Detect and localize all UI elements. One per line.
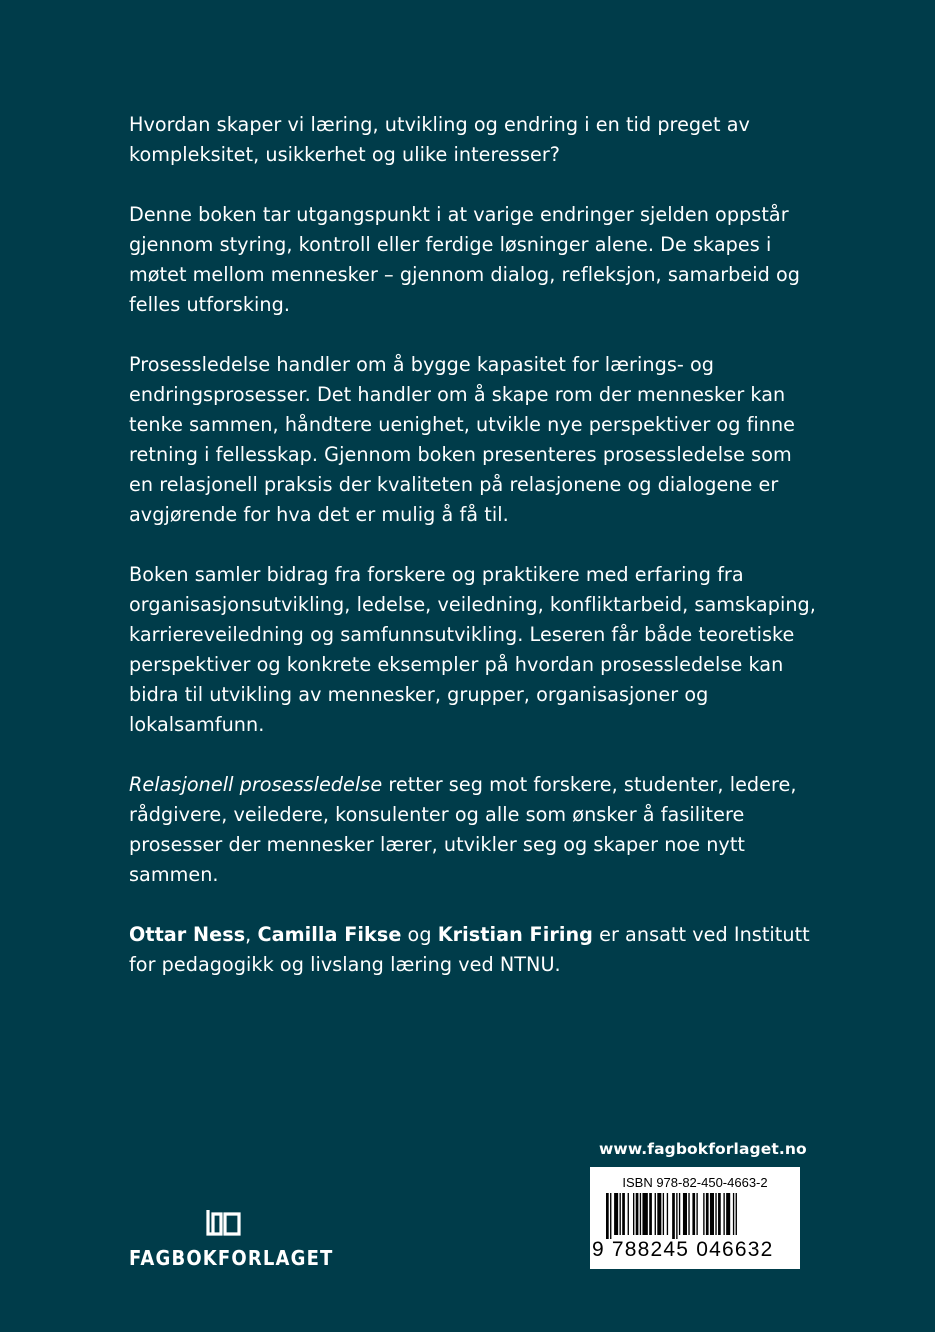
barcode-bar: [663, 1193, 664, 1235]
barcode-bar: [614, 1193, 618, 1235]
barcode-bar: [733, 1193, 734, 1235]
barcode-bar: [667, 1193, 668, 1235]
back-cover-text: [129, 110, 819, 1010]
barcode-bar: [640, 1193, 641, 1235]
process-leadership-paragraph: Prosessledelse handler om å bygge kapasitet for lærings- og endringsprosesser. Det handler om å skape rom der mennesker kan tenke sammen, håndtere uenighet, utvikle nye perspektiver og finne retning i fellesskap. Gjennom boken presenteres prosessledelse som en relasjonell praksis der kvaliteten på relasjonene og dialogene er avgjørende for hva det er mulig å få til.: [129, 353, 796, 526]
barcode-bar: [636, 1193, 639, 1235]
barcode-digits: 9 788245 046632: [592, 1238, 774, 1261]
authors-paragraph: [129, 920, 819, 980]
barcode-bar: [688, 1193, 689, 1235]
author-camilla-fikse: Camilla Fikse: [257, 923, 402, 946]
barcode-bar: [679, 1193, 680, 1235]
book-title-italic: Relasjonell prosessledelse: [129, 773, 383, 796]
barcode-bar: [683, 1193, 687, 1235]
author-separator: ,: [245, 923, 258, 946]
barcode-bar: [628, 1193, 629, 1235]
publisher-website: www.fagbokforlaget.no: [599, 1140, 807, 1158]
barcode-bar: [655, 1193, 656, 1235]
barcode-bar: [610, 1193, 611, 1239]
isbn-barcode-box: [590, 1167, 800, 1269]
isbn-label: ISBN 978-82-450-4663-2: [622, 1175, 768, 1190]
audience-text: retter seg mot forskere, studenter, ledere, rådgivere, veiledere, konsulenter og alle som ønsker å fasilitere prosesser der mennesker lærer, utvikler seg og skaper noe nytt sammen.: [129, 773, 797, 886]
barcode-bar: [706, 1193, 709, 1235]
barcode-bar: [606, 1193, 609, 1239]
barcode-bar: [657, 1193, 661, 1235]
barcode-bar: [718, 1193, 721, 1235]
barcode-bar: [715, 1193, 716, 1235]
barcode-bar: [692, 1193, 695, 1235]
author-kristian-firing: Kristian Firing: [437, 923, 593, 946]
author-ottar-ness: Ottar Ness: [129, 923, 246, 946]
barcode-bar: [726, 1193, 730, 1235]
intro-paragraph: Hvordan skaper vi læring, utvikling og endring i en tid preget av kompleksitet, usikkerhet og ulike interesser?: [129, 113, 750, 166]
barcode-bar: [642, 1193, 647, 1235]
barcode-bar: [703, 1193, 704, 1235]
barcode-bar: [622, 1193, 625, 1235]
contributors-paragraph: Boken samler bidrag fra forskere og praktikere med erfaring fra organisasjonsutvikling, ledelse, veiledning, konfliktarbeid, samskaping, karriereveiledning og samfunnsutvikling. Leseren får både teoretiske perspektiver og konkrete eksempler på hvordan prosessledelse kan bidra til utvikling av mennesker, grupper, organisasjoner og lokalsamfunn.: [129, 563, 816, 736]
publisher-logo-text: FAGBOKFORLAGET: [129, 1246, 334, 1270]
audience-paragraph: [129, 770, 819, 890]
barcode-bar: [633, 1193, 634, 1235]
barcode-bar: [723, 1193, 724, 1235]
barcode: [606, 1193, 784, 1239]
premise-paragraph: Denne boken tar utgangspunkt i at varige endringer sjelden oppstår gjennom styring, kontroll eller ferdige løsninger alene. De skapes i møtet mellom mennesker – gjennom dialog, refleksjon, samarbeid og felles utforsking.: [129, 203, 801, 316]
book-logo-icon: [204, 1208, 246, 1238]
barcode-bar: [649, 1193, 652, 1235]
barcode-bar: [672, 1193, 675, 1239]
barcode-bar: [736, 1193, 737, 1235]
authors-affiliation: er ansatt ved Institutt for pedagogikk og livslang læring ved NTNU.: [129, 923, 810, 976]
author-separator: og: [401, 923, 438, 946]
barcode-bar: [710, 1193, 714, 1235]
barcode-bar: [620, 1193, 621, 1235]
barcode-bar: [696, 1193, 697, 1235]
barcode-bar: [676, 1193, 677, 1239]
